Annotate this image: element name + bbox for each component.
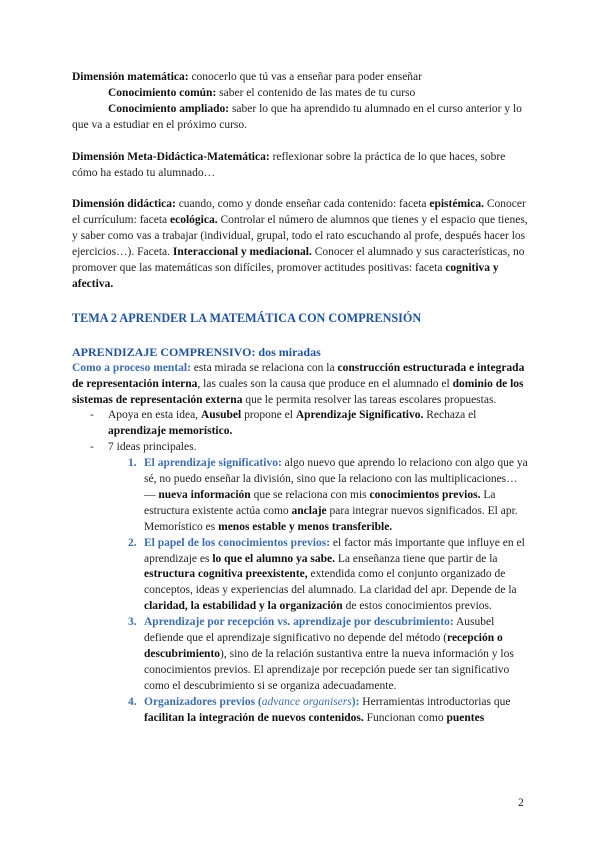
idea-4-label-end: ):: [351, 695, 360, 708]
idea-4: [72, 695, 532, 727]
idea-2-label: El papel de los conocimientos previos:: [144, 536, 331, 549]
bullet1-bold-1: Ausubel: [200, 409, 242, 422]
idea-3-number: 3.: [128, 616, 137, 629]
idea-2-text-1: el factor más importante que influye en el aprendizaje es: [144, 536, 525, 565]
conocimiento-comun: [72, 86, 532, 102]
idea-1-number: 1.: [128, 457, 137, 470]
dimension-didactica-label: Dimensión didáctica:: [72, 198, 176, 211]
idea-1-label: El aprendizaje significativo:: [144, 457, 282, 470]
proceso-mental: [72, 361, 532, 409]
idea-2-text-3: extendida como el conjunto organizado de conceptos, ideas y experiencias del alumnado. La claridad del apr. Depende de la: [144, 568, 517, 597]
didactica-text-4: Conocer el alumnado y sus características, no promover que las matemáticas son difíciles, promover actitudes positivas: faceta: [72, 246, 525, 275]
bullet-ideas: [72, 440, 532, 456]
idea-4-bold-1: facilitan la integración de nuevos contenidos.: [144, 711, 364, 724]
aprendizaje-heading: APRENDIZAJE COMPRENSIVO: dos miradas: [72, 344, 321, 359]
idea-3-bold-1: recepción o descubrimiento: [144, 632, 503, 660]
idea-2-bold-1: lo que el alumno ya sabe.: [212, 552, 336, 565]
conocimiento-ampliado-text: saber lo que ha aprendido tu alumnado en el curso anterior y lo que va a estudiar en el próximo curso.: [72, 102, 522, 131]
dimension-meta-label: Dimensión Meta-Didáctica-Matemática:: [72, 150, 270, 163]
didactica-bold-2: ecológica.: [170, 214, 218, 227]
proceso-text-1: esta mirada se relaciona con la: [190, 361, 338, 374]
idea-4-label: Organizadores previos (: [144, 695, 262, 708]
idea-2-number: 2.: [128, 536, 137, 549]
dimension-matematica-text: conocerlo que tú vas a enseñar para poder enseñar: [188, 71, 422, 83]
idea-2-text-4: de estos conocimientos previos.: [342, 600, 492, 613]
dimension-meta-text: reflexionar sobre la práctica de lo que haces, sobre cómo ha estado tu alumnado…: [72, 150, 506, 179]
bullet1-bold-2: Aprendizaje Significativo.: [295, 409, 424, 422]
document-page: [72, 70, 532, 727]
idea-3-text-2: ), sino de la relación sustantiva entre la nueva información y los conocimientos previos. El aprendizaje por recepción puede ser tan significativo como el descubrimiento si se organiza adecuadamente.: [144, 648, 514, 692]
idea-1-bold-3: anclaje: [291, 504, 327, 517]
bullet-ausubel: [72, 408, 532, 440]
idea-3: [72, 615, 532, 695]
idea-2-bold-2: estructura cognitiva preexistente,: [144, 568, 308, 581]
page-number: 2: [518, 797, 524, 809]
didactica-bold-1: epistémica.: [429, 198, 484, 211]
proceso-bold-1: construcción estructurada e integrada de representación interna: [72, 361, 525, 390]
idea-4-bold-2: puentes: [446, 711, 485, 724]
didactica-text-1: cuando, como y donde enseñar cada contenido: faceta: [175, 198, 430, 211]
bullet2-text: 7 ideas principales.: [108, 441, 197, 454]
idea-1-text-4: para integrar nuevos significados. El apr. Memorístico es: [144, 504, 518, 533]
idea-2-text-2: La enseñanza tiene que partir de la: [335, 552, 498, 565]
proceso-text-3: que le permita resolver las tareas escolares propuestas.: [242, 393, 497, 406]
idea-4-text-1: Herramientas introductorias que: [359, 695, 511, 708]
idea-1-bold-4: menos estable y menos transferible.: [218, 520, 393, 533]
bullet1-text-1: Apoya en esta idea,: [108, 409, 201, 422]
conocimiento-comun-label: Conocimiento común:: [108, 86, 217, 99]
idea-1-text-2: que se relaciona con mis: [250, 488, 370, 501]
idea-2-bold-3: claridad, la estabilidad y la organización: [144, 600, 343, 613]
idea-3-text-1: Ausubel defiende que el aprendizaje significativo no depende del método (: [144, 616, 495, 645]
dimension-meta: [72, 150, 532, 182]
idea-3-label: Aprendizaje por recepción vs. aprendizaje por descubrimiento:: [144, 616, 454, 629]
dimension-didactica: [72, 197, 532, 292]
bullet1-text-3: Rechaza el: [423, 409, 477, 422]
idea-1-bold-2: conocimientos previos.: [369, 488, 481, 501]
conocimiento-ampliado-label: Conocimiento ampliado:: [108, 102, 230, 115]
idea-4-text-2: Funcionan como: [363, 711, 447, 724]
proceso-text-2: , las cuales son la causa que produce en el alumnado el: [197, 377, 453, 390]
proceso-bold-2: dominio de los sistemas de representación externa: [72, 377, 524, 406]
conocimiento-comun-text: saber el contenido de las mates de tu curso: [216, 86, 416, 99]
bullet1-bold-3: aprendizaje memorístico.: [108, 425, 233, 438]
idea-1-bold-1: nueva información: [158, 488, 251, 501]
tema-title: TEMA 2 APRENDER LA MATEMÁTICA CON COMPRENSIÓN: [72, 310, 422, 325]
didactica-text-3: Controlar el número de alumnos que tienes y el espacio que tienes, y saber como vas a trabajar (individual, grupal, todo el rato escuchando al profe, después hacer los ejercicios…). Faceta.: [72, 214, 528, 259]
didactica-text-2: Conocer el currículum: faceta: [72, 198, 526, 227]
conocimiento-ampliado: [72, 102, 532, 134]
idea-1: [72, 456, 532, 536]
dimension-matematica-label: Dimensión matemática:: [72, 71, 189, 83]
idea-1-text-3: La estructura existente actúa como: [144, 488, 496, 517]
didactica-bold-3: Interaccional y mediacional.: [172, 246, 312, 259]
bullet1-text-2: propone el: [241, 409, 296, 422]
idea-4-number: 4.: [128, 695, 137, 708]
idea-4-italic: advance organisers: [261, 695, 352, 708]
didactica-bold-4: cognitiva y afectiva.: [72, 262, 499, 290]
idea-1-text-1: algo nuevo que aprendo lo relaciono con algo que ya sé, no puedo enseñar la división, sino que la relaciono con las multiplicaciones… —: [144, 457, 528, 501]
proceso-mental-label: Como a proceso mental:: [72, 361, 191, 374]
idea-2: [72, 536, 532, 616]
dimension-matematica: [72, 70, 532, 86]
